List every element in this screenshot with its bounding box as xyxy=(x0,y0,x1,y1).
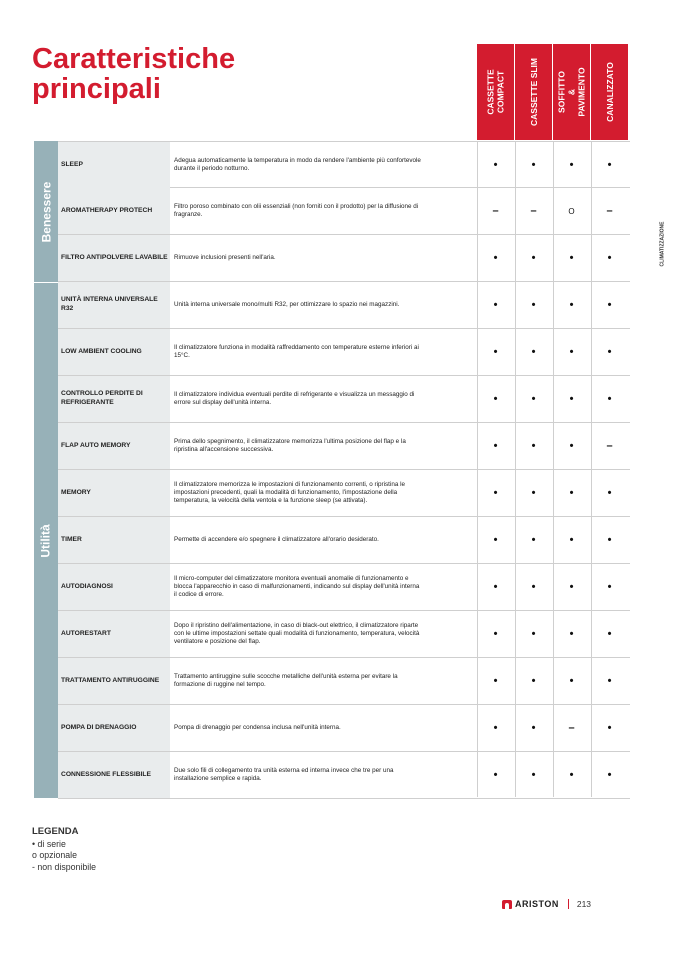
availability-mark: • xyxy=(493,252,498,264)
availability-mark: • xyxy=(531,393,536,405)
table-row xyxy=(58,423,630,470)
feature-name: AUTODIAGNOSI xyxy=(58,564,170,610)
availability-mark: • xyxy=(607,346,612,358)
feature-name: POMPA DI DRENAGGIO xyxy=(58,705,170,751)
features-table xyxy=(58,141,630,799)
table-row xyxy=(58,705,630,752)
availability-mark: • xyxy=(569,393,574,405)
table-row xyxy=(58,470,630,517)
availability-mark: • xyxy=(607,628,612,640)
availability-mark: • xyxy=(493,722,498,734)
availability-mark: • xyxy=(607,769,612,781)
availability-mark: • xyxy=(531,534,536,546)
table-row xyxy=(58,188,630,235)
feature-name: UNITÀ INTERNA UNIVERSALE R32 xyxy=(58,282,170,328)
feature-description: Il climatizzatore memorizza le impostazioni di funzionamento correnti, o ripristina le impostazioni precedenti, quali la modalità di funzionamento, l'impostazione della temperatura, la velocità della ventola e la funzione sleep (se attivata). xyxy=(174,480,405,505)
legend-item: o opzionale xyxy=(32,850,77,860)
availability-mark: – xyxy=(492,205,499,217)
column-header-canalizzato: CANALIZZATO xyxy=(591,44,628,140)
availability-mark: • xyxy=(531,346,536,358)
availability-mark: • xyxy=(607,487,612,499)
table-row xyxy=(58,517,630,564)
availability-mark: • xyxy=(607,252,612,264)
legend-title: LEGENDA xyxy=(32,826,79,837)
feature-name: TRATTAMENTO ANTIRUGGINE xyxy=(58,658,170,704)
availability-mark: • xyxy=(607,299,612,311)
availability-mark: • xyxy=(531,722,536,734)
footer-divider xyxy=(568,899,569,909)
feature-name: TIMER xyxy=(58,517,170,563)
availability-mark: • xyxy=(493,299,498,311)
column-header-cassette-compact: CASSETTE COMPACT xyxy=(477,44,514,140)
table-row xyxy=(58,658,630,705)
availability-mark: • xyxy=(493,534,498,546)
availability-mark: • xyxy=(607,581,612,593)
column-header-cassette-slim: CASSETTE SLIM xyxy=(515,44,552,140)
availability-mark: • xyxy=(493,628,498,640)
feature-description: Trattamento antiruggine sulle scocche metalliche dell'unità esterna per evitare la formazione di ruggine nel tempo. xyxy=(174,672,398,688)
availability-mark: O xyxy=(568,206,575,216)
availability-mark: • xyxy=(569,299,574,311)
availability-mark: • xyxy=(569,581,574,593)
availability-mark: • xyxy=(493,581,498,593)
table-row xyxy=(58,235,630,282)
availability-mark: • xyxy=(493,346,498,358)
feature-name: CONTROLLO PERDITE DI REFRIGERANTE xyxy=(58,376,170,422)
availability-mark: • xyxy=(607,722,612,734)
availability-mark: • xyxy=(607,159,612,171)
feature-name: LOW AMBIENT COOLING xyxy=(58,329,170,375)
availability-mark: • xyxy=(531,581,536,593)
availability-mark: • xyxy=(493,675,498,687)
availability-mark: • xyxy=(569,769,574,781)
table-row xyxy=(58,376,630,423)
feature-name: MEMORY xyxy=(58,470,170,516)
table-row xyxy=(58,752,630,799)
availability-mark: – xyxy=(530,205,537,217)
column-header-soffitto-pavimento: SOFFITTO & PAVIMENTO xyxy=(553,44,590,140)
availability-mark: • xyxy=(607,534,612,546)
availability-mark: • xyxy=(493,159,498,171)
column-divider xyxy=(553,141,554,797)
section-benessere: Benessere xyxy=(34,141,58,282)
page-title: Caratteristiche principali xyxy=(32,43,236,105)
column-divider xyxy=(477,141,478,797)
feature-name: SLEEP xyxy=(58,142,170,188)
availability-mark: • xyxy=(531,487,536,499)
availability-mark: • xyxy=(531,299,536,311)
column-divider xyxy=(591,141,592,797)
availability-mark: • xyxy=(607,393,612,405)
availability-mark: – xyxy=(606,205,613,217)
availability-mark: • xyxy=(531,675,536,687)
availability-mark: • xyxy=(493,393,498,405)
feature-description: Rimuove inclusioni presenti nell'aria. xyxy=(174,253,276,261)
table-row xyxy=(58,611,630,658)
availability-mark: • xyxy=(531,440,536,452)
feature-description: Due solo fili di collegamento tra unità esterna ed interna invece che tre per una installazione semplice e rapida. xyxy=(174,766,394,782)
feature-description: Adegua automaticamente la temperatura in modo da rendere l'ambiente più confortevole durante il periodo notturno. xyxy=(174,156,421,172)
availability-mark: • xyxy=(607,675,612,687)
availability-mark: • xyxy=(493,769,498,781)
availability-mark: • xyxy=(569,440,574,452)
availability-mark: • xyxy=(569,628,574,640)
page-number: 213 xyxy=(576,899,592,909)
feature-description: Il climatizzatore funziona in modalità raffreddamento con temperature esterne inferiori ai 15°C. xyxy=(174,343,419,359)
side-category-tag: CLIMATIZZAZIONE xyxy=(659,221,665,267)
availability-mark: • xyxy=(531,159,536,171)
feature-description: Il climatizzatore individua eventuali perdite di refrigerante e visualizza un messaggio di errore sul display dell'unità interna. xyxy=(174,390,415,406)
availability-mark: • xyxy=(531,628,536,640)
page-footer xyxy=(502,899,591,909)
feature-description: Filtro poroso combinato con olii essenziali (non forniti con il prodotto) per la diffusione di fragranze. xyxy=(174,202,419,218)
feature-description: Unità interna universale mono/multi R32, per ottimizzare lo spazio nei magazzini. xyxy=(174,300,400,308)
availability-mark: • xyxy=(569,252,574,264)
availability-mark: – xyxy=(568,722,575,734)
legend-item: - non disponibile xyxy=(32,861,97,872)
feature-name: FLAP AUTO MEMORY xyxy=(58,423,170,469)
availability-mark: • xyxy=(531,769,536,781)
feature-description: Prima dello spegnimento, il climatizzatore memorizza l'ultima posizione del flap e la ripristina all'accensione successiva. xyxy=(174,437,406,453)
availability-mark: • xyxy=(493,487,498,499)
ariston-logo-icon xyxy=(502,900,512,909)
table-row xyxy=(58,564,630,611)
feature-name: AROMATHERAPY PROTECH xyxy=(58,188,170,234)
availability-mark: • xyxy=(569,346,574,358)
availability-mark: • xyxy=(493,440,498,452)
availability-mark: • xyxy=(569,487,574,499)
brand-name: ARISTON xyxy=(515,899,559,909)
table-row xyxy=(58,282,630,329)
feature-name: AUTORESTART xyxy=(58,611,170,657)
feature-name: FILTRO ANTIPOLVERE LAVABILE xyxy=(58,235,170,281)
feature-description: Il micro-computer del climatizzatore monitora eventuali anomalie di funzionamento e blocca l'apparecchio in caso di malfunzionamenti, indicando sul display dell'unità interna il codice di errore. xyxy=(174,574,420,599)
column-divider xyxy=(515,141,516,797)
feature-name: CONNESSIONE FLESSIBILE xyxy=(58,752,170,798)
feature-description: Dopo il ripristino dell'alimentazione, in caso di black-out elettrico, il climatizzatore riparte con le ultime impostazioni settate quali modalità di funzionamento, temperatura, velocità ventilatore e posizione del flap. xyxy=(174,621,420,646)
section-utilita: Utilità xyxy=(34,282,58,798)
availability-mark: • xyxy=(569,159,574,171)
feature-description: Permette di accendere e/o spegnere il climatizzatore all'orario desiderato. xyxy=(174,535,379,543)
availability-mark: • xyxy=(569,534,574,546)
availability-mark: • xyxy=(531,252,536,264)
availability-mark: – xyxy=(606,440,613,452)
availability-mark: • xyxy=(569,675,574,687)
table-row xyxy=(58,141,630,188)
feature-description: Pompa di drenaggio per condensa inclusa nell'unità interna. xyxy=(174,723,341,731)
legend xyxy=(32,826,96,873)
legend-item: • di serie xyxy=(32,838,66,849)
table-row xyxy=(58,329,630,376)
